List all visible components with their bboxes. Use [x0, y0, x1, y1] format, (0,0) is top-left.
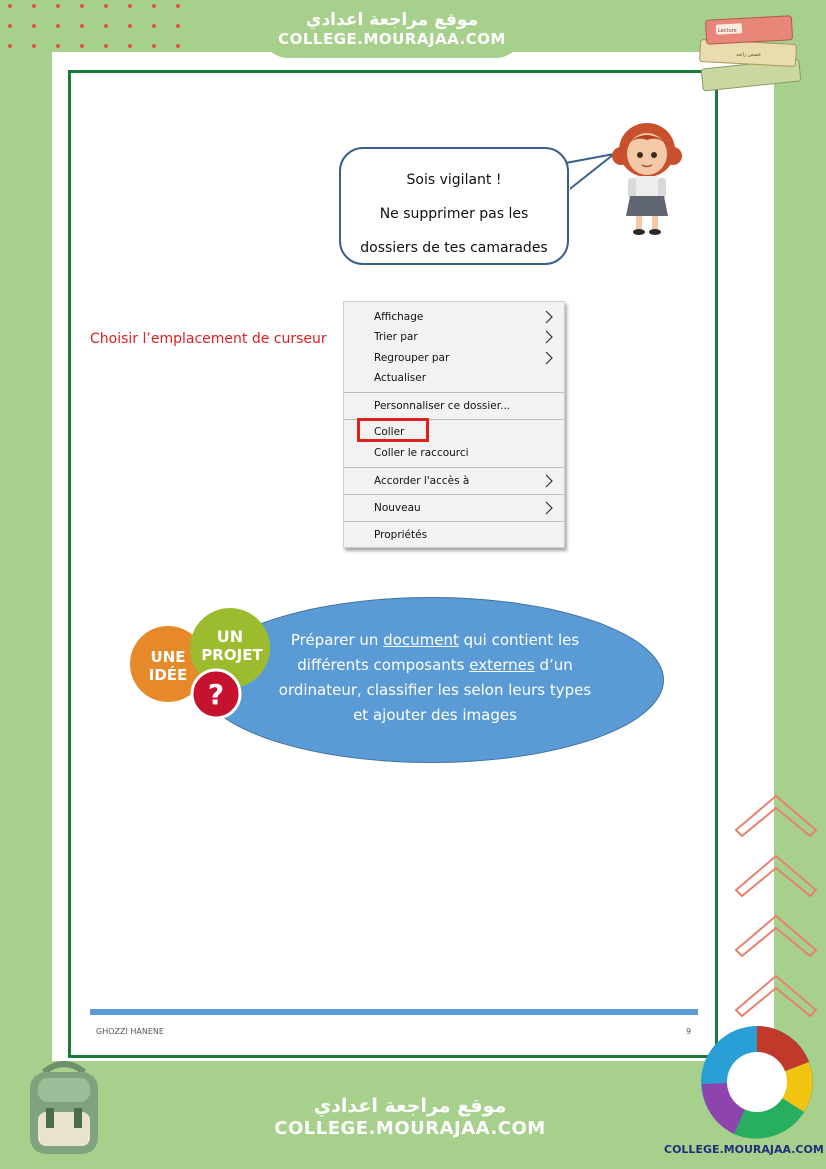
footer-author: GHOZZI HANENE [96, 1027, 164, 1036]
project-text-1: Préparer un [290, 631, 384, 649]
context-menu [343, 301, 565, 548]
menu-item-personnaliser[interactable]: Personnaliser ce dossier... [374, 400, 511, 412]
girl-character-illustration [612, 120, 682, 238]
backpack-icon [14, 1058, 114, 1158]
menu-separator [344, 494, 564, 495]
project-description [270, 628, 600, 728]
menu-item-regrouper-par[interactable]: Regrouper par [374, 352, 450, 364]
chevron-right-icon [544, 351, 554, 365]
site-banner-top[interactable] [262, 2, 522, 58]
chevron-right-icon [544, 310, 554, 324]
books-label-2: قصص رائعة [736, 52, 761, 58]
chevron-right-icon [544, 501, 554, 515]
project-text-2: qui contient les différents composants [297, 631, 580, 674]
badge-un: UN [216, 627, 244, 646]
chevron-right-icon [544, 474, 554, 488]
subjects-wheel-icon [694, 1022, 820, 1140]
menu-item-affichage[interactable]: Affichage [374, 311, 424, 323]
decorative-dots [0, 0, 210, 52]
menu-item-proprietes[interactable]: Propriétés [374, 529, 428, 541]
speech-bubble-line-3: dossiers de tes camarades [360, 240, 548, 256]
badge-idee: IDÉE [148, 666, 188, 684]
site-banner-latin: COLLEGE.MOURAJAA.COM [278, 30, 506, 48]
books-label-1: Lecture [718, 28, 737, 34]
site-banner-bottom-arabic: موقع مراجعة اعدادي [313, 1095, 507, 1117]
speech-bubble-tail [560, 152, 620, 202]
project-text-3: d’un ordinateur, classifier les selon leurs types et ajouter des images [278, 656, 592, 724]
menu-separator [344, 521, 564, 522]
speech-bubble [339, 147, 569, 265]
chevron-right-icon [544, 330, 554, 344]
question-mark-icon: ? [207, 678, 225, 711]
menu-item-trier-par[interactable]: Trier par [374, 331, 418, 343]
menu-item-coller[interactable]: Coller [374, 426, 405, 438]
site-banner-bottom-latin: COLLEGE.MOURAJAA.COM [274, 1118, 546, 1139]
menu-item-nouveau[interactable]: Nouveau [374, 502, 421, 514]
project-text-document: document [383, 631, 459, 649]
menu-item-accorder-acces[interactable]: Accorder l'accès à [374, 475, 470, 487]
site-banner-bottom[interactable] [260, 1074, 560, 1154]
menu-item-actualiser[interactable]: Actualiser [374, 372, 427, 384]
chevron-up-decoration-icon [730, 790, 822, 1030]
badge-projet: PROJET [201, 646, 263, 664]
wheel-site-label: COLLEGE.MOURAJAA.COM [664, 1143, 824, 1156]
menu-item-coller-raccourci[interactable]: Coller le raccourci [374, 447, 469, 459]
site-banner-arabic: موقع مراجعة اعدادي [305, 10, 479, 30]
menu-separator [344, 467, 564, 468]
books-stack-icon [696, 10, 806, 92]
footer-page-number: 9 [686, 1027, 692, 1036]
cursor-instruction: Choisir l’emplacement de curseur [90, 331, 327, 347]
badge-une: UNE [150, 648, 186, 666]
project-text-externes: externes [469, 656, 535, 674]
footer-divider [90, 1009, 698, 1015]
frame-left [0, 0, 52, 1169]
speech-bubble-line-2: Ne supprimer pas les [379, 206, 529, 222]
menu-separator [344, 392, 564, 393]
idea-project-badge [128, 604, 278, 722]
speech-bubble-line-1: Sois vigilant ! [406, 172, 502, 188]
